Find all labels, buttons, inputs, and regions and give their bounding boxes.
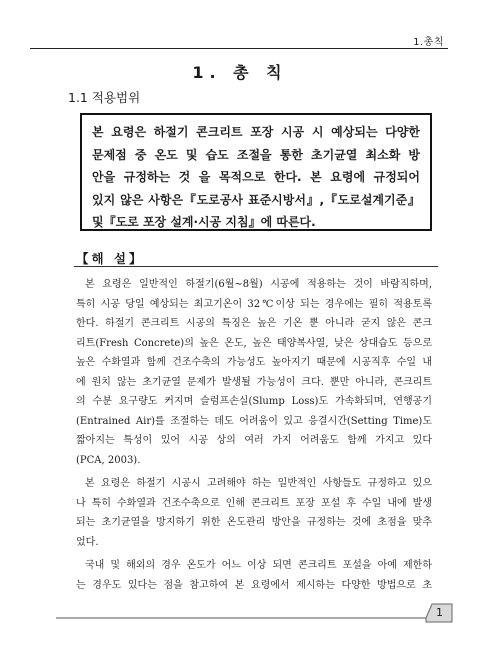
body-line: 국내 및 해외의 경우 온도가 어느 이상 되면 콘크리트 포설을 아예 제한하 (85, 560, 432, 571)
body-paragraph (76, 474, 432, 552)
body-line: 는 경우도 있다는 점을 참고하여 본 요령에서 제시하는 다양한 방법으로 초 (76, 579, 432, 591)
body-line: 한다. 하절기 콘크리트 시공의 특징은 높은 기온 뿐 아니라 굳지 않은 콘크 (76, 318, 432, 329)
scope-line: 본 요령은 하절기 콘크리트 포장 시공 시 예상되는 다양한 (92, 125, 420, 139)
header-rule (30, 48, 448, 49)
scope-line: 및『도로 포장 설계·시공 지침』에 따른다. (92, 215, 316, 229)
body-line: 특히 시공 당일 예상되는 최고기온이 32℃이상 되는 경우에는 필히 적용토록 (76, 298, 432, 310)
footer-page-tab (0, 600, 480, 630)
explanation-heading: 【해 설】 (76, 251, 145, 266)
running-header: 1.총칙 (413, 37, 444, 48)
body-paragraph (76, 275, 432, 470)
body-line: 나 특히 수화열과 건조수축으로 인해 콘크리트 포장 포설 후 수일 내에 발생 (76, 497, 432, 509)
scope-line: 있지 않은 사항은『도로공사 표준시방서』,『도로설계기준』 (92, 192, 420, 207)
body-line: 리트(Fresh Concrete)의 높은 온도, 높은 태양복사열, 낮은 상대습도 등으로 (76, 337, 432, 349)
body-paragraph (76, 556, 432, 595)
scope-box (80, 113, 432, 231)
scope-line: 문제점 중 온도 및 습도 조절을 통한 초기균열 최소화 방 (92, 147, 420, 162)
body-line: 높은 수화열과 함께 건조수축의 가능성도 높아지기 때문에 시공직후 수일 내 (76, 357, 432, 368)
body-line: 본 요령은 하절기 시공시 고려해야 하는 일반적인 사항들도 규정하고 있으 (85, 478, 432, 489)
chapter-title: 1. 총 칙 (192, 63, 288, 82)
body-line: 의 수분 요구량도 커지며 슬럼프손실(Slump Loss)도 가속화되며, 연행공기 (76, 396, 432, 407)
section-heading: 1.1 적용범위 (68, 90, 141, 105)
body-line: (PCA, 2003). (76, 454, 141, 466)
body-line: 었다. (76, 536, 99, 548)
explanation-rule (74, 266, 438, 267)
explanation-body (76, 275, 432, 599)
scope-line: 안을 규정하는 것 을 목적으로 한다. 본 요령에 규정되어 (92, 170, 420, 184)
body-line: 본 요령은 일반적인 하절기(6월∼8월) 시공에 적용하는 것이 바람직하며, (85, 279, 432, 290)
body-line: 되는 초기균열을 방지하기 위한 온도관리 방안을 규정하는 것에 초점을 맞추 (76, 517, 432, 528)
body-line: 에 원치 않는 초기균열 문제가 발생될 가능성이 크다. 뿐만 아니라, 콘크리트 (76, 376, 432, 388)
body-line: 짧아지는 특성이 있어 시공 상의 여러 가지 어려움도 함께 가지고 있다 (76, 435, 432, 446)
page-number: 1 (436, 606, 443, 619)
body-line: (Entrained Air)를 조절하는 데도 어려움이 있고 응결시간(Setting Time)도 (76, 415, 432, 427)
